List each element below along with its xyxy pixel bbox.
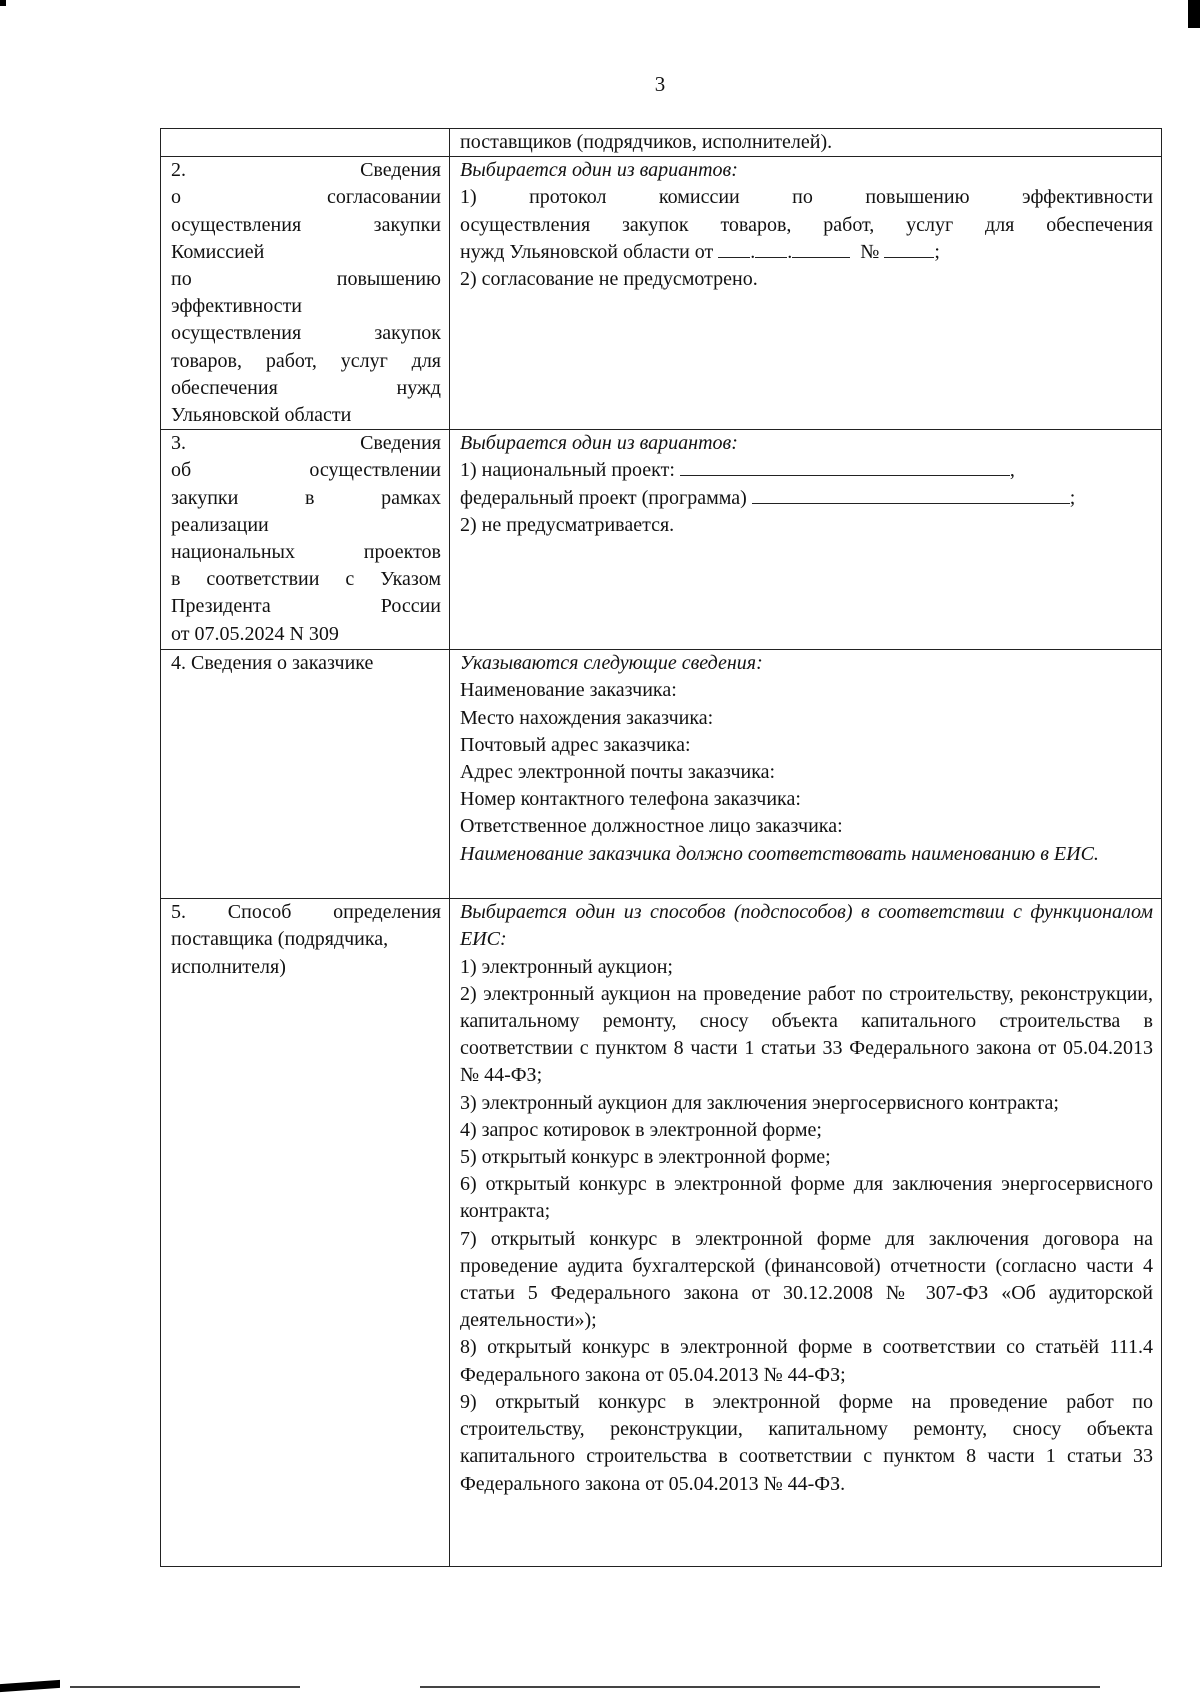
year-blank xyxy=(792,239,850,258)
row-national-label-line: национальных проектов xyxy=(171,541,441,564)
protocol-number-blank xyxy=(884,239,934,258)
federal-project-line xyxy=(460,485,1153,512)
row-approval-label-line: 2. Сведения xyxy=(171,159,441,182)
scan-bottom-line xyxy=(420,1686,1100,1688)
row-national-label-line: об осуществлении xyxy=(171,459,441,482)
row-method-content-cell xyxy=(450,899,1162,1567)
row-approval-label-line: Комиссией xyxy=(171,240,265,263)
page-number: 3 xyxy=(654,72,666,96)
federal-project-label: федеральный проект (программа) xyxy=(460,486,747,509)
table-row-continuation xyxy=(161,129,1162,157)
customer-field-postal-address: Почтовый адрес заказчика: xyxy=(460,733,691,756)
national-project-label: 1) национальный проект: xyxy=(460,459,675,482)
row-approval-label-cell xyxy=(161,157,450,430)
row-approval-option-line: 2) согласование не предусмотрено. xyxy=(460,268,758,291)
row-national-label-line: Президента России xyxy=(171,595,441,618)
row-method-label-line: исполнителя) xyxy=(171,955,286,978)
row-approval-option-line: осуществления закупок товаров, работ, услуг для обеспечения xyxy=(460,213,1153,236)
row-approval-protocol-date-text: нужд Ульяновской области от xyxy=(460,240,714,263)
row-approval-label-line: товаров, работ, услуг для xyxy=(171,349,441,372)
row-national-projects-label-cell xyxy=(161,430,450,650)
line-terminator: ; xyxy=(934,240,940,263)
row-approval-label-line: осуществления закупки xyxy=(171,213,441,236)
method-option: 6) открытый конкурс в электронной форме для заключения энергосервисного контракта; xyxy=(460,1173,1153,1223)
row-national-label-line: от 07.05.2024 N 309 xyxy=(171,622,339,645)
row-national-label-line: закупки в рамках xyxy=(171,486,441,509)
customer-field-responsible-person: Ответственное должностное лицо заказчика: xyxy=(460,815,843,838)
national-project-blank xyxy=(680,457,1010,476)
table-row-procurement-method xyxy=(161,899,1162,1567)
row-national-projects-content-cell xyxy=(450,430,1162,650)
scan-corner-mark-right xyxy=(1188,0,1200,28)
day-blank xyxy=(718,239,750,258)
row-method-label-line: 5. Способ определения xyxy=(171,901,441,924)
continuation-text: поставщиков (подрядчиков, исполнителей). xyxy=(460,131,833,153)
row-method-label-cell xyxy=(161,899,450,1567)
line-terminator: , xyxy=(1009,459,1015,482)
customer-note: Наименование заказчика должно соответствовать наименованию в ЕИС. xyxy=(460,842,1099,865)
method-option: 3) электронный аукцион для заключения энергосервисного контракта; xyxy=(460,1091,1059,1114)
row-national-label-line: в соответствии с Указом xyxy=(171,568,441,591)
scan-bottom-line xyxy=(70,1686,300,1688)
row-continuation-left-cell xyxy=(161,129,450,157)
row-approval-content-cell xyxy=(450,157,1162,430)
month-blank xyxy=(755,239,787,258)
method-option: 9) открытый конкурс в электронной форме на проведение работ по строительству, реконструкции, капитальному ремонту, сносу объекта капитального строительства в соответствии с пунктом 8 части 1 статьи 33 Федерального закона от 05.04.2013 № 44-ФЗ. xyxy=(460,1390,1153,1495)
row-national-instruction: Выбирается один из вариантов: xyxy=(460,432,738,455)
method-option: 1) электронный аукцион; xyxy=(460,955,673,978)
row-national-label-line: 3. Сведения xyxy=(171,432,441,455)
row-approval-label-line: о согласовании xyxy=(171,186,441,209)
row-customer-content-cell xyxy=(450,650,1162,899)
customer-field-location: Место нахождения заказчика: xyxy=(460,706,714,729)
scan-corner-mark-left xyxy=(0,0,6,6)
table-row-customer xyxy=(161,650,1162,899)
customer-field-email: Адрес электронной почты заказчика: xyxy=(460,761,776,784)
national-project-line xyxy=(460,457,1153,484)
row-approval-label-line: обеспечения нужд xyxy=(171,376,441,399)
row-approval-label-line: Ульяновской области xyxy=(171,404,352,427)
row-method-instruction: Выбирается один из способов (подспособов) в соответствии с функционалом ЕИС: xyxy=(460,901,1153,951)
row-customer-label: 4. Сведения о заказчике xyxy=(171,652,374,675)
row-continuation-right-cell xyxy=(450,129,1162,157)
row-method-label-line: поставщика (подрядчика, xyxy=(171,928,389,951)
federal-project-blank xyxy=(752,485,1070,504)
row-approval-label-line: по повышению xyxy=(171,268,441,291)
row-national-label-line: реализации xyxy=(171,513,269,536)
row-approval-instruction: Выбирается один из вариантов: xyxy=(460,159,738,182)
method-option: 7) открытый конкурс в электронной форме для заключения договора на проведение аудита бухгалтерской (финансовой) отчетности (согласно части 4 статьи 5 Федерального закона от 30.12.2008 № 307-ФЗ «Об аудиторской деятельности»); xyxy=(460,1227,1153,1332)
method-option: 2) электронный аукцион на проведение работ по строительству, реконструкции, капитальному ремонту, сносу объекта капитального строительства в соответствии с пунктом 8 части 1 статьи 33 Федерального закона от 05.04.2013 № 44-ФЗ; xyxy=(460,982,1153,1087)
row-approval-option-line-with-blanks xyxy=(460,239,1153,266)
procurement-details-table xyxy=(160,128,1162,1567)
date-separator: . xyxy=(750,240,756,263)
customer-field-phone: Номер контактного телефона заказчика: xyxy=(460,788,801,811)
table-row-approval xyxy=(161,157,1162,430)
number-sign: № xyxy=(860,240,880,263)
row-approval-label-line: эффективности xyxy=(171,295,303,318)
line-terminator: ; xyxy=(1069,486,1076,509)
row-customer-label-cell xyxy=(161,650,450,899)
row-approval-label-line: осуществления закупок xyxy=(171,322,441,345)
method-option: 8) открытый конкурс в электронной форме в соответствии со статьёй 111.4 Федерального закона от 05.04.2013 № 44-ФЗ; xyxy=(460,1336,1153,1386)
row-approval-option-line: 1) протокол комиссии по повышению эффективности xyxy=(460,186,1153,209)
row-national-option-line: 2) не предусматривается. xyxy=(460,513,675,536)
method-option: 4) запрос котировок в электронной форме; xyxy=(460,1118,822,1141)
scan-edge-mark xyxy=(0,1680,60,1692)
method-option: 5) открытый конкурс в электронной форме; xyxy=(460,1146,831,1169)
date-separator: . xyxy=(787,240,793,263)
row-customer-instruction: Указываются следующие сведения: xyxy=(460,652,763,675)
table-row-national-projects xyxy=(161,430,1162,650)
customer-field-name: Наименование заказчика: xyxy=(460,679,677,702)
